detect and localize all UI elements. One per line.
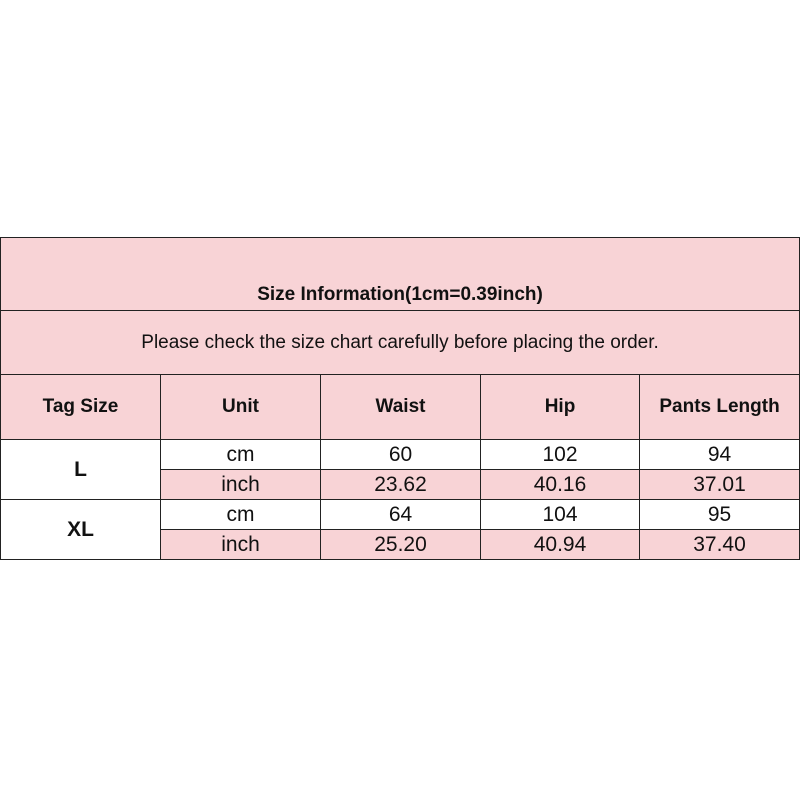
- waist-cell: 60: [321, 440, 481, 470]
- pants-length-cell: 95: [640, 500, 800, 530]
- header-hip: Hip: [481, 375, 640, 440]
- waist-cell: 23.62: [321, 470, 481, 500]
- hip-cell: 40.94: [481, 530, 640, 560]
- header-waist: Waist: [321, 375, 481, 440]
- header-row: [1, 375, 800, 440]
- size-chart-table: [0, 237, 800, 560]
- tag-size-cell: XL: [1, 500, 161, 560]
- hip-cell: 102: [481, 440, 640, 470]
- header-pants-length: Pants Length: [640, 375, 800, 440]
- tag-size-cell: L: [1, 440, 161, 500]
- note-row: [1, 311, 800, 375]
- pants-length-cell: 94: [640, 440, 800, 470]
- hip-cell: 40.16: [481, 470, 640, 500]
- hip-cell: 104: [481, 500, 640, 530]
- table-row: [1, 500, 800, 530]
- unit-cell: cm: [161, 440, 321, 470]
- header-unit: Unit: [161, 375, 321, 440]
- waist-cell: 64: [321, 500, 481, 530]
- unit-cell: cm: [161, 500, 321, 530]
- header-tag-size: Tag Size: [1, 375, 161, 440]
- table-title: Size Information(1cm=0.39inch): [1, 238, 800, 311]
- unit-cell: inch: [161, 530, 321, 560]
- table-row: [1, 440, 800, 470]
- pants-length-cell: 37.01: [640, 470, 800, 500]
- size-note: Please check the size chart carefully before placing the order.: [1, 311, 800, 375]
- pants-length-cell: 37.40: [640, 530, 800, 560]
- waist-cell: 25.20: [321, 530, 481, 560]
- title-row: [1, 238, 800, 311]
- unit-cell: inch: [161, 470, 321, 500]
